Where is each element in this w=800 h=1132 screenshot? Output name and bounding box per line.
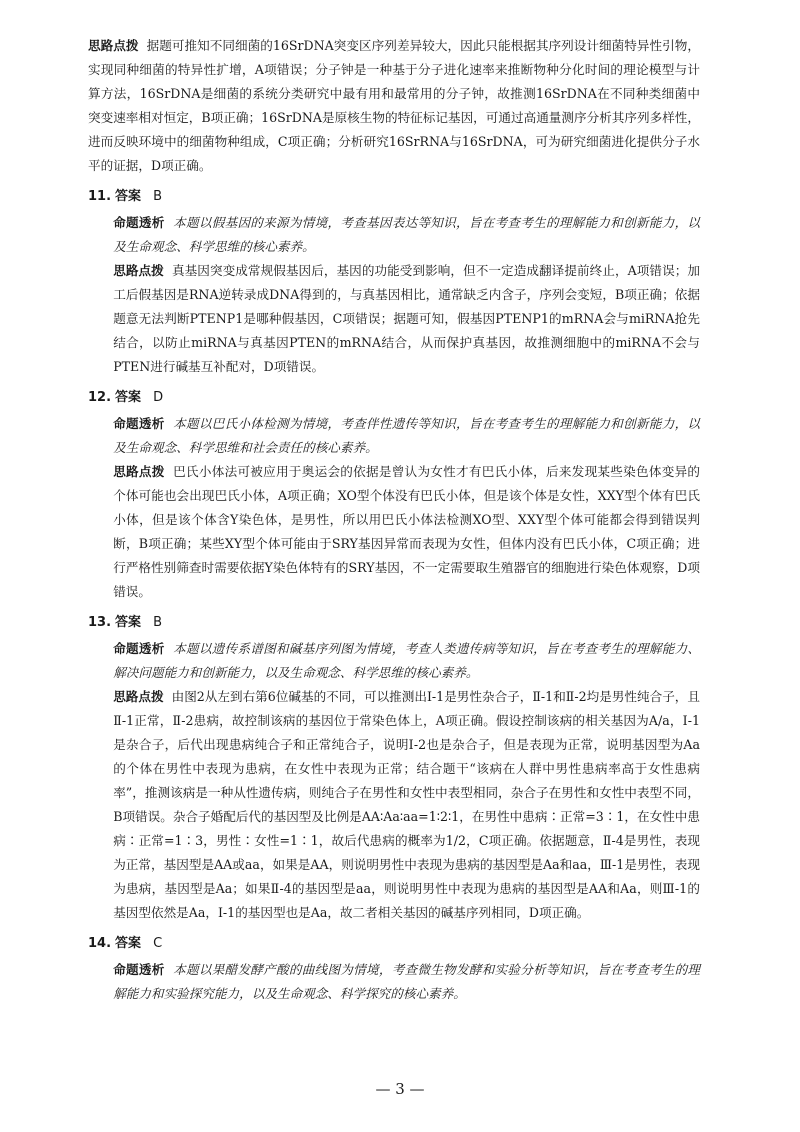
answer-label: 答案 [115, 189, 142, 204]
hint-paragraph [88, 259, 700, 379]
answer-value: D [153, 390, 164, 405]
answer-value: C [153, 936, 163, 951]
answer-line [88, 610, 700, 635]
hint-label: 思路点拨 [113, 263, 164, 278]
analysis-text: 本题以假基因的来源为情境，考查基因表达等知识，旨在考查考生的理解能力和创新能力，以及生命观念、科学思维的核心素养。 [113, 215, 701, 254]
answer-value: B [153, 615, 162, 630]
question-13 [88, 610, 700, 925]
analysis-paragraph [88, 211, 700, 259]
hint-text: 据题可推知不同细菌的16SrDNA突变区序列差异较大，因此只能根据其序列设计细菌特异性引物，实现同种细菌的特异性扩增，A项错误；分子钟是一种基于分子进化速率来推断物种分化时间的理论模型与计算方法，16SrDNA是细菌的系统分类研究中最有用和最常用的分子钟，故推测16SrDNA在不同种类细菌中突变速率相对恒定，B项正确；16SrDNA是原核生物的特征标记基因，可通过高通量测序分析其序列多样性，进而反映环境中的细菌物种组成，C项正确；分析研究16SrRNA与16SrDNA，可为研究细菌进化提供分子水平的证据，D项正确。 [88, 38, 700, 173]
hint-paragraph [88, 460, 700, 604]
answer-label: 答案 [115, 615, 142, 630]
answer-label: 答案 [115, 936, 142, 951]
hint-paragraph [88, 685, 700, 925]
analysis-text: 本题以巴氏小体检测为情境，考查伴性遗传等知识，旨在考查考生的理解能力和创新能力，以及生命观念、科学思维和社会责任的核心素养。 [113, 416, 701, 455]
analysis-text: 本题以果醋发酵产酸的曲线图为情境，考查微生物发酵和实验分析等知识，旨在考查考生的理解能力和实验探究能力，以及生命观念、科学探究的核心素养。 [113, 962, 701, 1001]
question-12 [88, 385, 700, 604]
answer-label: 答案 [115, 390, 142, 405]
question-number: 11. [88, 189, 112, 204]
answer-line [88, 385, 700, 410]
hint-text: 真基因突变成常规假基因后，基因的功能受到影响，但不一定造成翻译提前终止，A项错误；加工后假基因是RNA逆转录成DNA得到的，与真基因相比，通常缺乏内含子，序列会变短，B项正确；依据题意无法判断PTENP1是哪种假基因，C项错误；据题可知，假基因PTENP1的mRNA会与miRNA抢先结合，以防止miRNA与真基因PTEN的mRNA结合，从而保护真基因，故推测细胞中的miRNA不会与PTEN进行碱基互补配对，D项错误。 [113, 263, 700, 374]
question-11 [88, 184, 700, 379]
analysis-label: 命题透析 [113, 641, 165, 656]
answer-line [88, 931, 700, 956]
hint-text: 由图2从左到右第6位碱基的不同，可以推测出Ⅰ-1是男性杂合子，Ⅱ-1和Ⅱ-2均是男性纯合子，且Ⅱ-1正常，Ⅱ-2患病，故控制该病的基因位于常染色体上，A项正确。假设控制该病的相关基因为A/a，Ⅰ-1是杂合子，后代出现患病纯合子和正常纯合子，说明Ⅰ-2也是杂合子，但是表现为正常，说明基因型为Aa的个体在男性中表现为患病，在女性中表现为正常；结合题干“该病在人群中男性患病率高于女性患病率”，推测该病是一种从性遗传病，则纯合子在男性和女性中表型相同，杂合子在男性和女性中表型不同，B项错误。杂合子婚配后代的基因型及比例是AA∶Aa∶aa=1∶2∶1，在男性中患病∶正常=3∶1，在女性中患病∶正常=1∶3，男性∶女性=1∶1，故后代患病的概率为1/2，C项正确。依据题意，Ⅱ-4是男性，表现为正常，基因型是AA或aa，如果是AA，则说明男性中表现为患病的基因型是Aa和aa，Ⅲ-1是男性，表现为患病，基因型是Aa；如果Ⅱ-4的基因型是aa，则说明男性中表现为患病的基因型是AA和Aa，则Ⅲ-1的基因型依然是Aa，Ⅰ-1的基因型也是Aa，故二者相关基因的碱基序列相同，D项正确。 [113, 689, 700, 920]
intro-paragraph [88, 34, 700, 178]
question-number: 14. [88, 936, 112, 951]
analysis-label: 命题透析 [113, 215, 165, 230]
answer-value: B [153, 189, 162, 204]
question-14 [88, 931, 700, 1006]
hint-text: 巴氏小体法可被应用于奥运会的依据是曾认为女性才有巴氏小体，后来发现某些染色体变异的个体可能也会出现巴氏小体，A项正确；XO型个体没有巴氏小体，但是该个体是女性，XXY型个体有巴氏小体，但是该个体含Y染色体，是男性，所以用巴氏小体法检测XO型、XXY型个体可能都会得到错误判断，B项正确；某些XY型个体可能由于SRY基因异常而表现为女性，但体内没有巴氏小体，C项正确；进行严格性别筛查时需要依据Y染色体特有的SRY基因，不一定需要取生殖器官的细胞进行染色体观察，D项错误。 [113, 464, 701, 599]
analysis-paragraph [88, 637, 700, 685]
answer-line [88, 184, 700, 209]
question-number: 12. [88, 390, 112, 405]
analysis-label: 命题透析 [113, 962, 165, 977]
analysis-text: 本题以遗传系谱图和碱基序列图为情境，考查人类遗传病等知识，旨在考查考生的理解能力、解决问题能力和创新能力，以及生命观念、科学思维的核心素养。 [113, 641, 701, 680]
page-content [88, 34, 700, 1006]
analysis-label: 命题透析 [113, 416, 165, 431]
analysis-paragraph [88, 958, 700, 1006]
hint-label: 思路点拨 [113, 689, 164, 704]
hint-label: 思路点拨 [88, 38, 139, 53]
hint-label: 思路点拨 [113, 464, 165, 479]
analysis-paragraph [88, 412, 700, 460]
question-number: 13. [88, 615, 112, 630]
page-number: — 3 — [375, 1080, 425, 1098]
